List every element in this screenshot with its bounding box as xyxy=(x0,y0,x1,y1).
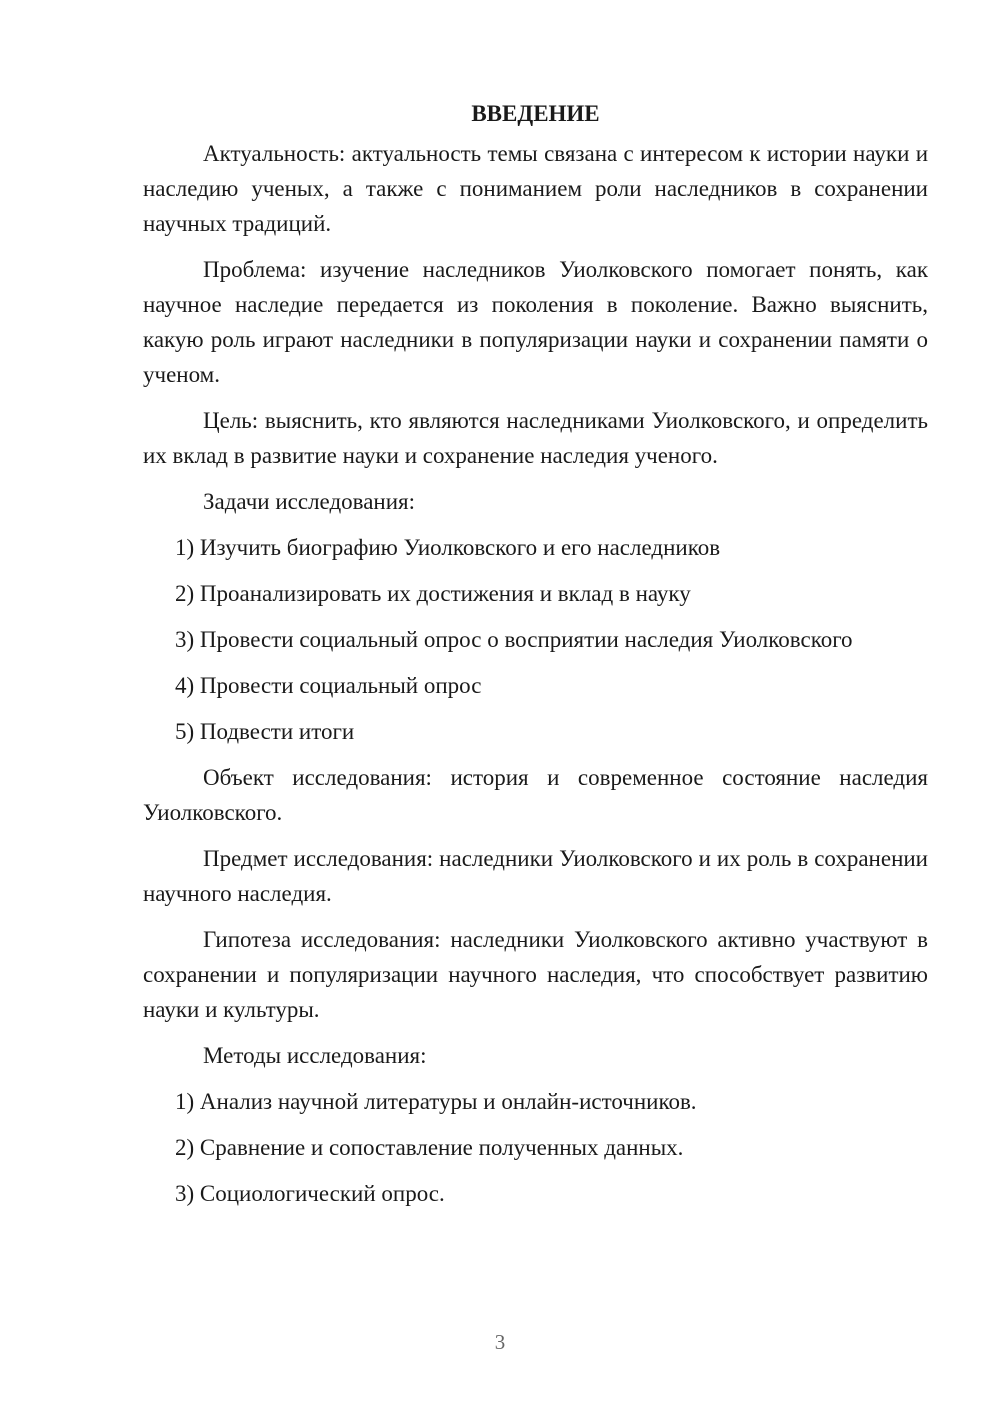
subject-paragraph: Предмет исследования: наследники Уиолковского и их роль в сохранении научного наследия. xyxy=(143,846,928,906)
list-item: 4) Провести социальный опрос xyxy=(175,673,482,698)
problem-paragraph: Проблема: изучение наследников Уиолковского помогает понять, как научное наследие передается из поколения в поколение. Важно выяснить, какую роль играют наследники в популяризации науки и сохранении памяти о ученом. xyxy=(143,257,928,387)
page-content xyxy=(143,96,928,1222)
list-item: 2) Сравнение и сопоставление полученных данных. xyxy=(175,1135,684,1160)
methods-heading: Методы исследования: xyxy=(203,1043,427,1068)
hypothesis-paragraph: Гипотеза исследования: наследники Уиолковского активно участвуют в сохранении и популяризации научного наследия, что способствует развитию науки и культуры. xyxy=(143,927,928,1022)
list-item: 5) Подвести итоги xyxy=(175,719,355,744)
tasks-heading: Задачи исследования: xyxy=(203,489,416,514)
list-item: 2) Проанализировать их достижения и вклад в науку xyxy=(175,581,691,606)
tasks-list xyxy=(143,530,928,749)
list-item: 1) Изучить биографию Уиолковского и его наследников xyxy=(175,535,721,560)
list-item: 3) Социологический опрос. xyxy=(175,1181,445,1206)
relevance-paragraph: Актуальность: актуальность темы связана с интересом к истории науки и наследию ученых, а также с пониманием роли наследников в сохранении научных традиций. xyxy=(143,141,928,236)
list-item: 3) Провести социальный опрос о восприятии наследия Уиолковского xyxy=(175,627,853,652)
methods-list xyxy=(143,1084,928,1211)
object-paragraph: Объект исследования: история и современное состояние наследия Уиолковского. xyxy=(143,765,928,825)
list-item: 1) Анализ научной литературы и онлайн-источников. xyxy=(175,1089,697,1114)
goal-paragraph: Цель: выяснить, кто являются наследниками Уиолковского, и определить их вклад в развитие науки и сохранение наследия ученого. xyxy=(143,408,928,468)
page-number: 3 xyxy=(494,1330,506,1354)
section-title: ВВЕДЕНИЕ xyxy=(471,101,600,126)
